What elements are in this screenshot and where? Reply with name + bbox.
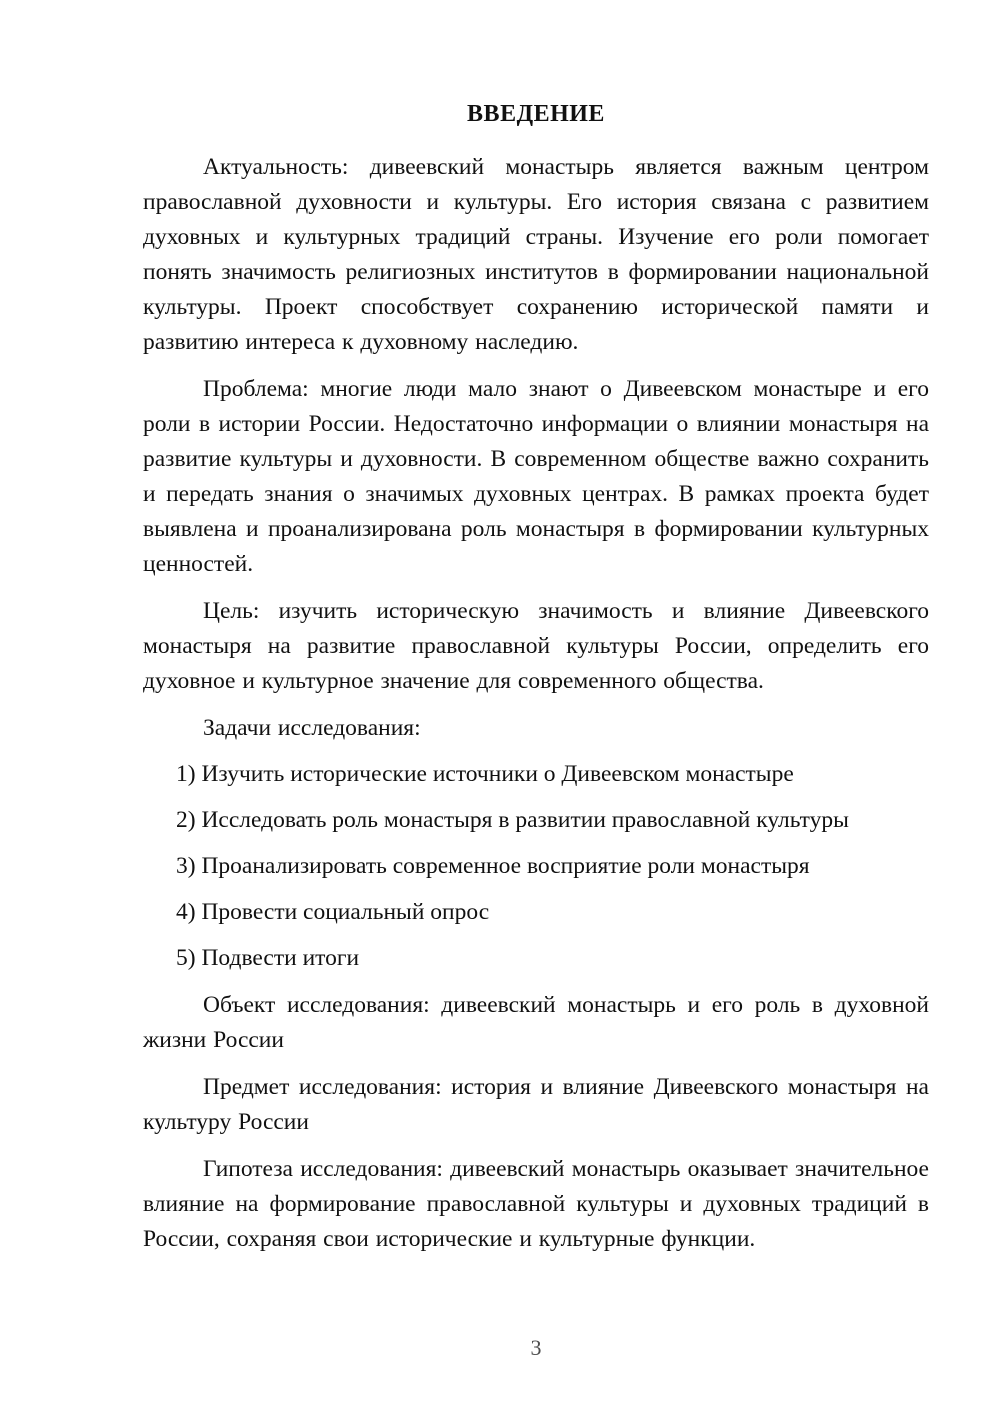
task-item-1: 1) Изучить исторические источники о Дивеевском монастыре bbox=[176, 761, 794, 787]
section-heading: ВВЕДЕНИЕ bbox=[467, 101, 605, 127]
task-item-3: 3) Проанализировать современное восприятие роли монастыря bbox=[176, 853, 810, 879]
paragraph-actuality: Актуальность: дивеевский монастырь является важным центром православной духовности и культуры. Его история связана с развитием духовных и культурных традиций страны. Изучение его роли помогает понять значимость религиозных институтов в формировании национальной культуры. Проект способствует сохранению исторической памяти и развитию интереса к духовному наследию. bbox=[143, 154, 929, 355]
paragraph-hypothesis: Гипотеза исследования: дивеевский монастырь оказывает значительное влияние на формирование православной культуры и духовных традиций в России, сохраняя свои исторические и культурные функции. bbox=[143, 1156, 929, 1252]
document-content bbox=[143, 97, 929, 1257]
paragraph-problem: Проблема: многие люди мало знают о Дивеевском монастыре и его роли в истории России. Недостаточно информации о влиянии монастыря на развитие культуры и духовности. В современном обществе важно сохранить и передать знания о значимых духовных центрах. В рамках проекта будет выявлена и проанализирована роль монастыря в формировании культурных ценностей. bbox=[143, 376, 929, 577]
task-item-4: 4) Провести социальный опрос bbox=[176, 899, 490, 925]
page-number: 3 bbox=[530, 1335, 542, 1360]
tasks-heading: Задачи исследования: bbox=[203, 715, 421, 741]
task-item-2: 2) Исследовать роль монастыря в развитии православной культуры bbox=[176, 807, 849, 833]
paragraph-subject: Предмет исследования: история и влияние Дивеевского монастыря на культуру России bbox=[143, 1074, 929, 1135]
paragraph-object: Объект исследования: дивеевский монастырь и его роль в духовной жизни России bbox=[143, 992, 929, 1053]
task-item-5: 5) Подвести итоги bbox=[176, 945, 360, 971]
paragraph-goal: Цель: изучить историческую значимость и влияние Дивеевского монастыря на развитие православной культуры России, определить его духовное и культурное значение для современного общества. bbox=[143, 598, 929, 694]
